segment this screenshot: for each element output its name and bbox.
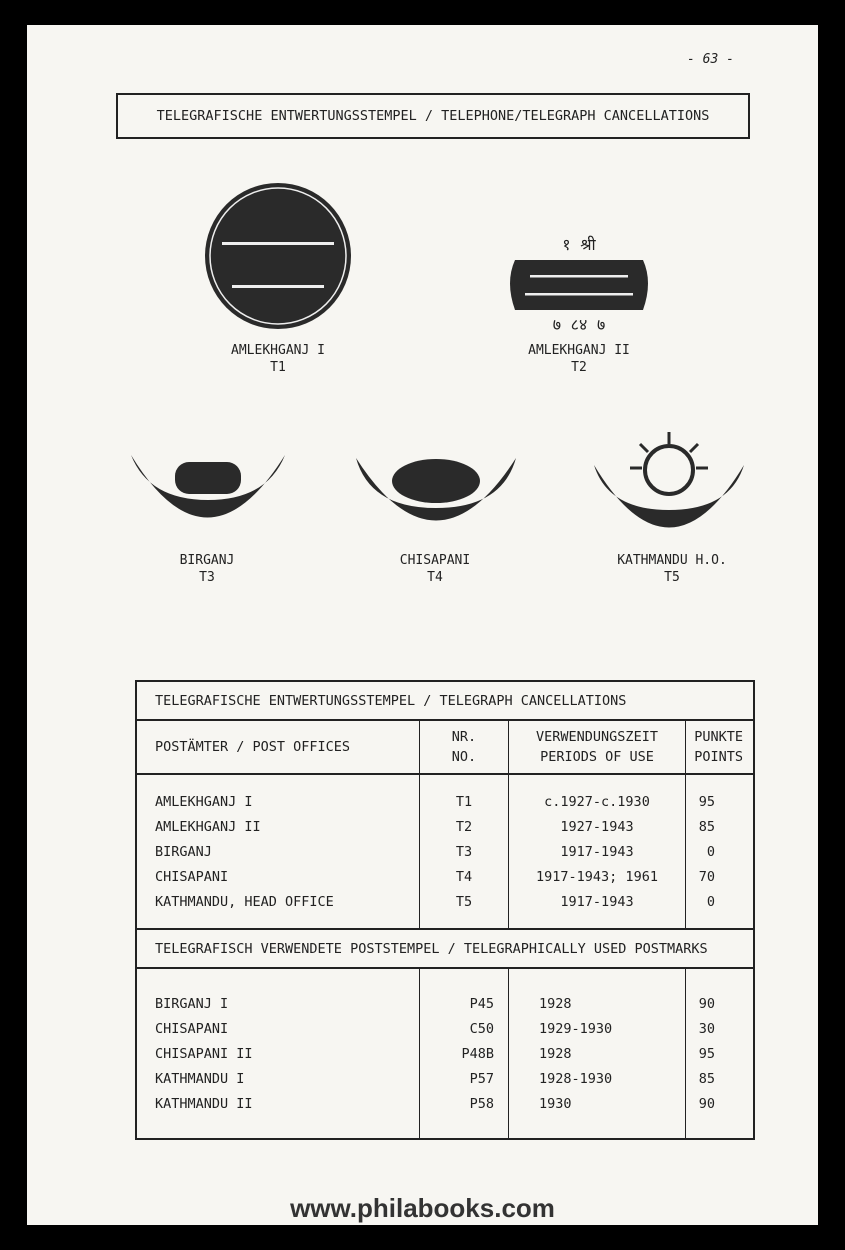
table-row bbox=[136, 1016, 754, 1041]
stamp-name: BIRGANJ bbox=[179, 553, 235, 568]
svg-text:१ श्री: १ श्री bbox=[562, 235, 596, 254]
cell-points: 0 bbox=[686, 839, 755, 864]
cell-office: KATHMANDU, HEAD OFFICE bbox=[136, 889, 420, 914]
cell-period: 1930 bbox=[509, 1091, 686, 1116]
cell-no: P48B bbox=[420, 1041, 509, 1066]
cell-office: KATHMANDU II bbox=[136, 1091, 420, 1116]
stamp-name: KATHMANDU H.O. bbox=[617, 553, 727, 568]
cell-period: 1928 bbox=[509, 991, 686, 1016]
cell-no: C50 bbox=[420, 1016, 509, 1041]
section-heading: TELEGRAFISCH VERWENDETE POSTSTEMPEL / TELEGRAPHICALLY USED POSTMARKS bbox=[136, 929, 754, 968]
section-heading: TELEGRAFISCHE ENTWERTUNGSSTEMPEL / TELEGRAPH CANCELLATIONS bbox=[136, 681, 754, 720]
stamp-name: AMLEKHGANJ II bbox=[528, 343, 630, 358]
cell-points: 95 bbox=[686, 1041, 755, 1066]
cell-period: 1929-1930 bbox=[509, 1016, 686, 1041]
cell-points: 0 bbox=[686, 889, 755, 914]
table-row bbox=[136, 889, 754, 914]
stamp-amlekhganj-1 bbox=[202, 180, 354, 332]
table-row bbox=[136, 1066, 754, 1091]
header-office: POSTÄMTER / POST OFFICES bbox=[136, 720, 420, 774]
cell-no: T2 bbox=[420, 814, 509, 839]
table-row bbox=[136, 1091, 754, 1116]
cell-office: BIRGANJ I bbox=[136, 991, 420, 1016]
cell-period: 1917-1943; 1961 bbox=[509, 864, 686, 889]
page-number: - 63 - bbox=[687, 52, 734, 67]
cell-no: T4 bbox=[420, 864, 509, 889]
stamp-caption bbox=[117, 552, 297, 586]
cell-office: BIRGANJ bbox=[136, 839, 420, 864]
cell-office: CHISAPANI bbox=[136, 864, 420, 889]
stamp-amlekhganj-2 bbox=[495, 230, 663, 335]
document-page bbox=[27, 25, 818, 1225]
cell-period: 1928 bbox=[509, 1041, 686, 1066]
cell-points: 85 bbox=[686, 1066, 755, 1091]
cell-office: KATHMANDU I bbox=[136, 1066, 420, 1091]
cell-points: 95 bbox=[686, 789, 755, 814]
header-no bbox=[420, 720, 509, 774]
cell-no: P58 bbox=[420, 1091, 509, 1116]
header-points bbox=[686, 720, 755, 774]
table-row bbox=[136, 864, 754, 889]
header-period-de: VERWENDUNGSZEIT bbox=[536, 729, 658, 745]
cell-points: 85 bbox=[686, 814, 755, 839]
stamp-chisapani bbox=[352, 453, 520, 543]
cell-no: P57 bbox=[420, 1066, 509, 1091]
stamp-birganj bbox=[127, 450, 289, 542]
table-row bbox=[136, 1041, 754, 1066]
cell-points: 90 bbox=[686, 1091, 755, 1116]
cell-no: T3 bbox=[420, 839, 509, 864]
cell-period: 1928-1930 bbox=[509, 1066, 686, 1091]
cell-office: AMLEKHGANJ I bbox=[136, 789, 420, 814]
cell-no: T5 bbox=[420, 889, 509, 914]
cell-points: 30 bbox=[686, 1016, 755, 1041]
stamp-caption bbox=[489, 342, 669, 376]
cancellations-table bbox=[135, 680, 755, 1140]
table-row bbox=[136, 991, 754, 1016]
cell-period: 1917-1943 bbox=[509, 839, 686, 864]
header-points-en: POINTS bbox=[694, 749, 743, 765]
cell-office: CHISAPANI bbox=[136, 1016, 420, 1041]
header-no-en: NO. bbox=[451, 749, 477, 765]
stamp-caption bbox=[345, 552, 525, 586]
header-points-de: PUNKTE bbox=[694, 729, 743, 745]
cell-office: AMLEKHGANJ II bbox=[136, 814, 420, 839]
cell-no: P45 bbox=[420, 991, 509, 1016]
table-row bbox=[136, 789, 754, 814]
stamp-code: T5 bbox=[664, 570, 680, 585]
stamp-name: AMLEKHGANJ I bbox=[231, 343, 325, 358]
table-row bbox=[136, 814, 754, 839]
stamp-code: T1 bbox=[270, 360, 286, 375]
stamp-kathmandu-ho bbox=[590, 430, 748, 545]
stamp-caption bbox=[582, 552, 762, 586]
svg-text:७ ८४ ७: ७ ८४ ७ bbox=[552, 315, 606, 334]
footer-watermark: www.philabooks.com bbox=[290, 1193, 555, 1223]
stamp-caption bbox=[188, 342, 368, 376]
stamp-name: CHISAPANI bbox=[399, 553, 471, 568]
cell-points: 70 bbox=[686, 864, 755, 889]
cell-period: c.1927-c.1930 bbox=[509, 789, 686, 814]
header-no-de: NR. bbox=[451, 729, 477, 745]
stamp-code: T2 bbox=[571, 360, 587, 375]
header-period bbox=[509, 720, 686, 774]
cell-period: 1917-1943 bbox=[509, 889, 686, 914]
table-header-row bbox=[136, 720, 754, 774]
cell-points: 90 bbox=[686, 991, 755, 1016]
stamp-code: T3 bbox=[199, 570, 215, 585]
page-title: TELEGRAFISCHE ENTWERTUNGSSTEMPEL / TELEPHONE/TELEGRAPH CANCELLATIONS bbox=[116, 93, 750, 139]
cell-no: T1 bbox=[420, 789, 509, 814]
cell-period: 1927-1943 bbox=[509, 814, 686, 839]
stamp-code: T4 bbox=[427, 570, 443, 585]
cell-office: CHISAPANI II bbox=[136, 1041, 420, 1066]
header-period-en: PERIODS OF USE bbox=[540, 749, 654, 765]
table-row bbox=[136, 839, 754, 864]
